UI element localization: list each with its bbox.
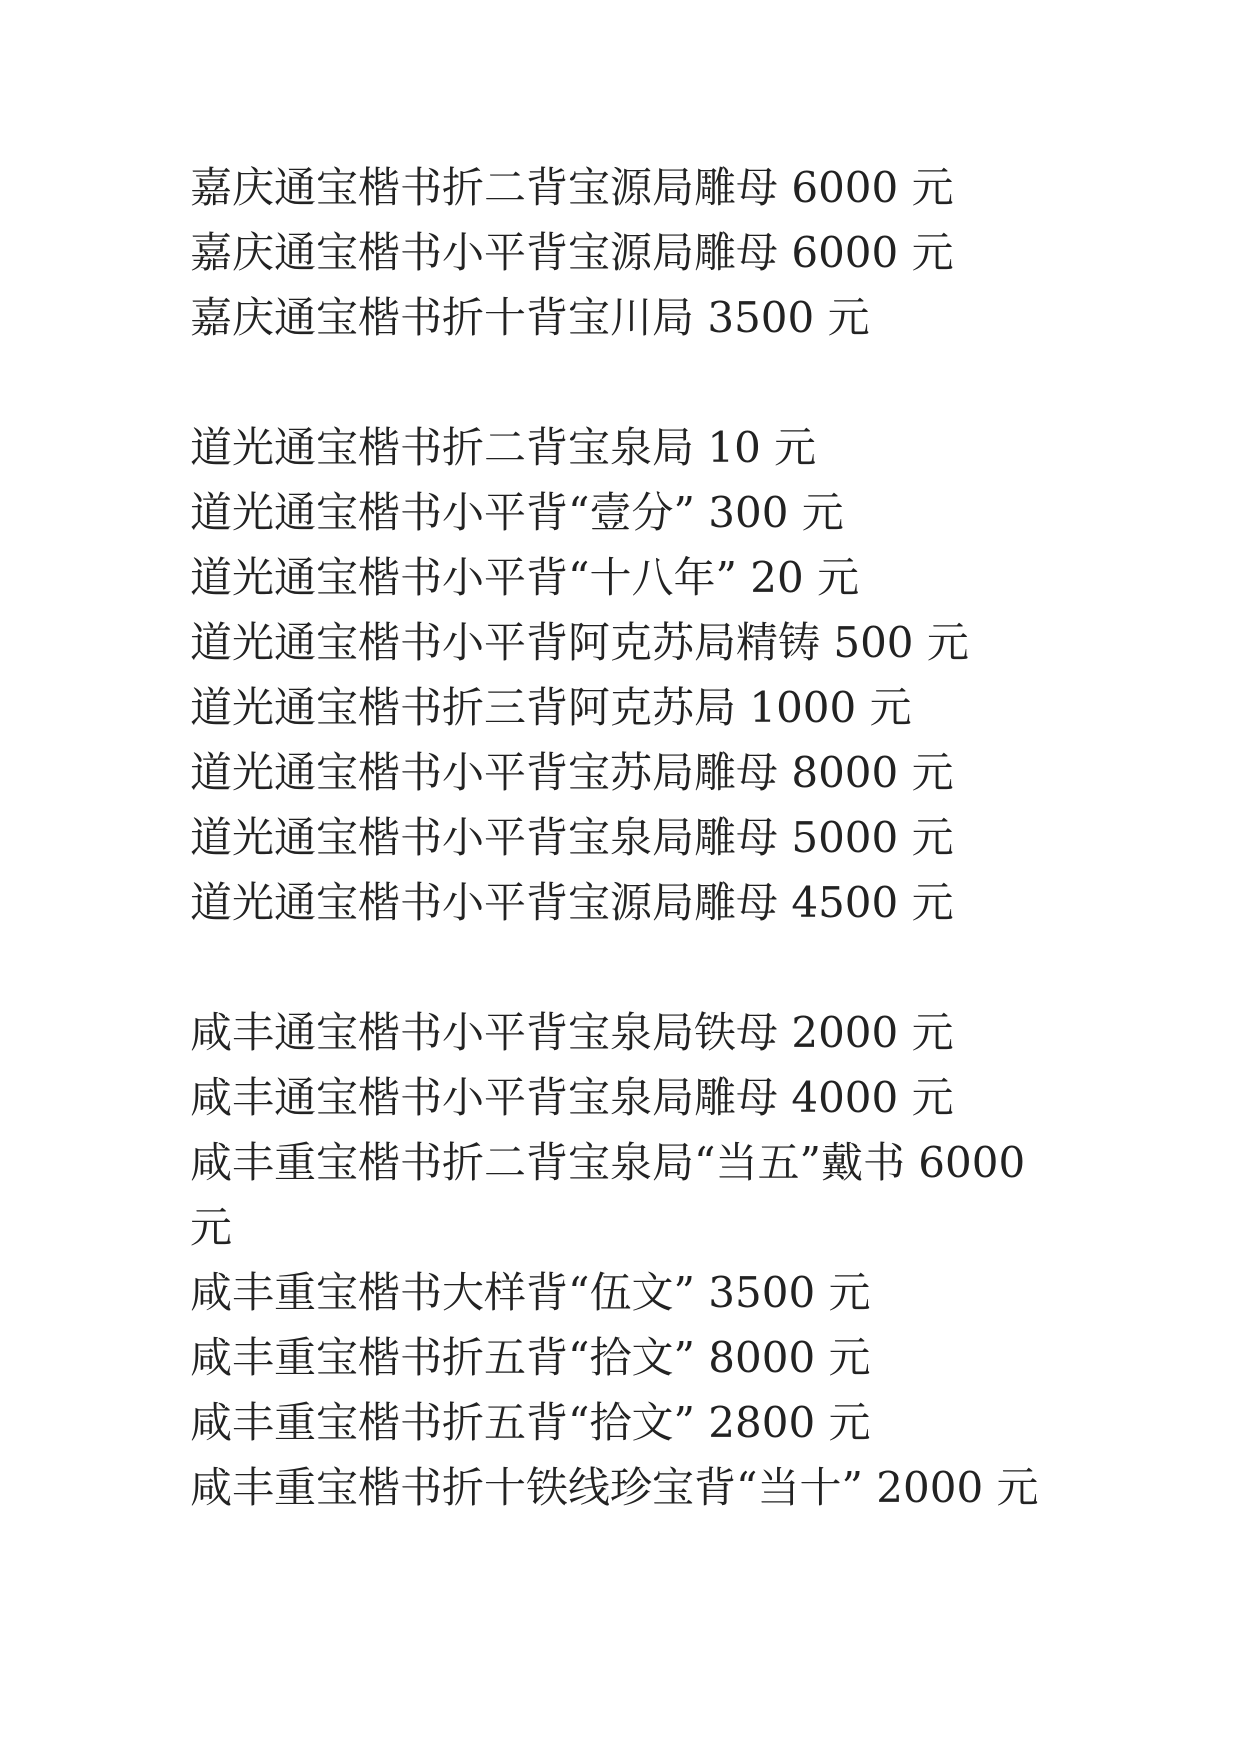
price-line: 嘉庆通宝楷书折十背宝川局 3500 元 [190,293,870,342]
price-line: 咸丰重宝楷书折五背“拾文” 2800 元 [190,1398,871,1447]
price-line: 嘉庆通宝楷书折二背宝源局雕母 6000 元 [190,163,954,212]
price-line: 嘉庆通宝楷书小平背宝源局雕母 6000 元 [190,228,954,277]
document-page [190,155,1070,1520]
price-line: 咸丰重宝楷书折十铁线珍宝背“当十” 2000 元 [190,1463,1039,1512]
price-line: 道光通宝楷书小平背宝泉局雕母 5000 元 [190,813,954,862]
section-jiaqing [190,155,1070,350]
section-daoguang [190,415,1070,935]
section-xianfeng [190,1000,1070,1520]
price-line: 咸丰重宝楷书折五背“拾文” 8000 元 [190,1333,871,1382]
price-line: 道光通宝楷书小平背“壹分” 300 元 [190,488,844,537]
price-line: 咸丰通宝楷书小平背宝泉局铁母 2000 元 [190,1008,954,1057]
price-line: 道光通宝楷书折三背阿克苏局 1000 元 [190,683,912,732]
price-line: 道光通宝楷书小平背宝源局雕母 4500 元 [190,878,954,927]
price-line: 咸丰通宝楷书小平背宝泉局雕母 4000 元 [190,1073,954,1122]
price-line: 道光通宝楷书小平背宝苏局雕母 8000 元 [190,748,954,797]
price-line: 咸丰重宝楷书折二背宝泉局“当五”戴书 6000 元 [190,1138,1026,1252]
price-line: 咸丰重宝楷书大样背“伍文” 3500 元 [190,1268,871,1317]
price-line: 道光通宝楷书小平背“十八年” 20 元 [190,553,860,602]
price-line: 道光通宝楷书小平背阿克苏局精铸 500 元 [190,618,969,667]
price-line: 道光通宝楷书折二背宝泉局 10 元 [190,423,817,472]
